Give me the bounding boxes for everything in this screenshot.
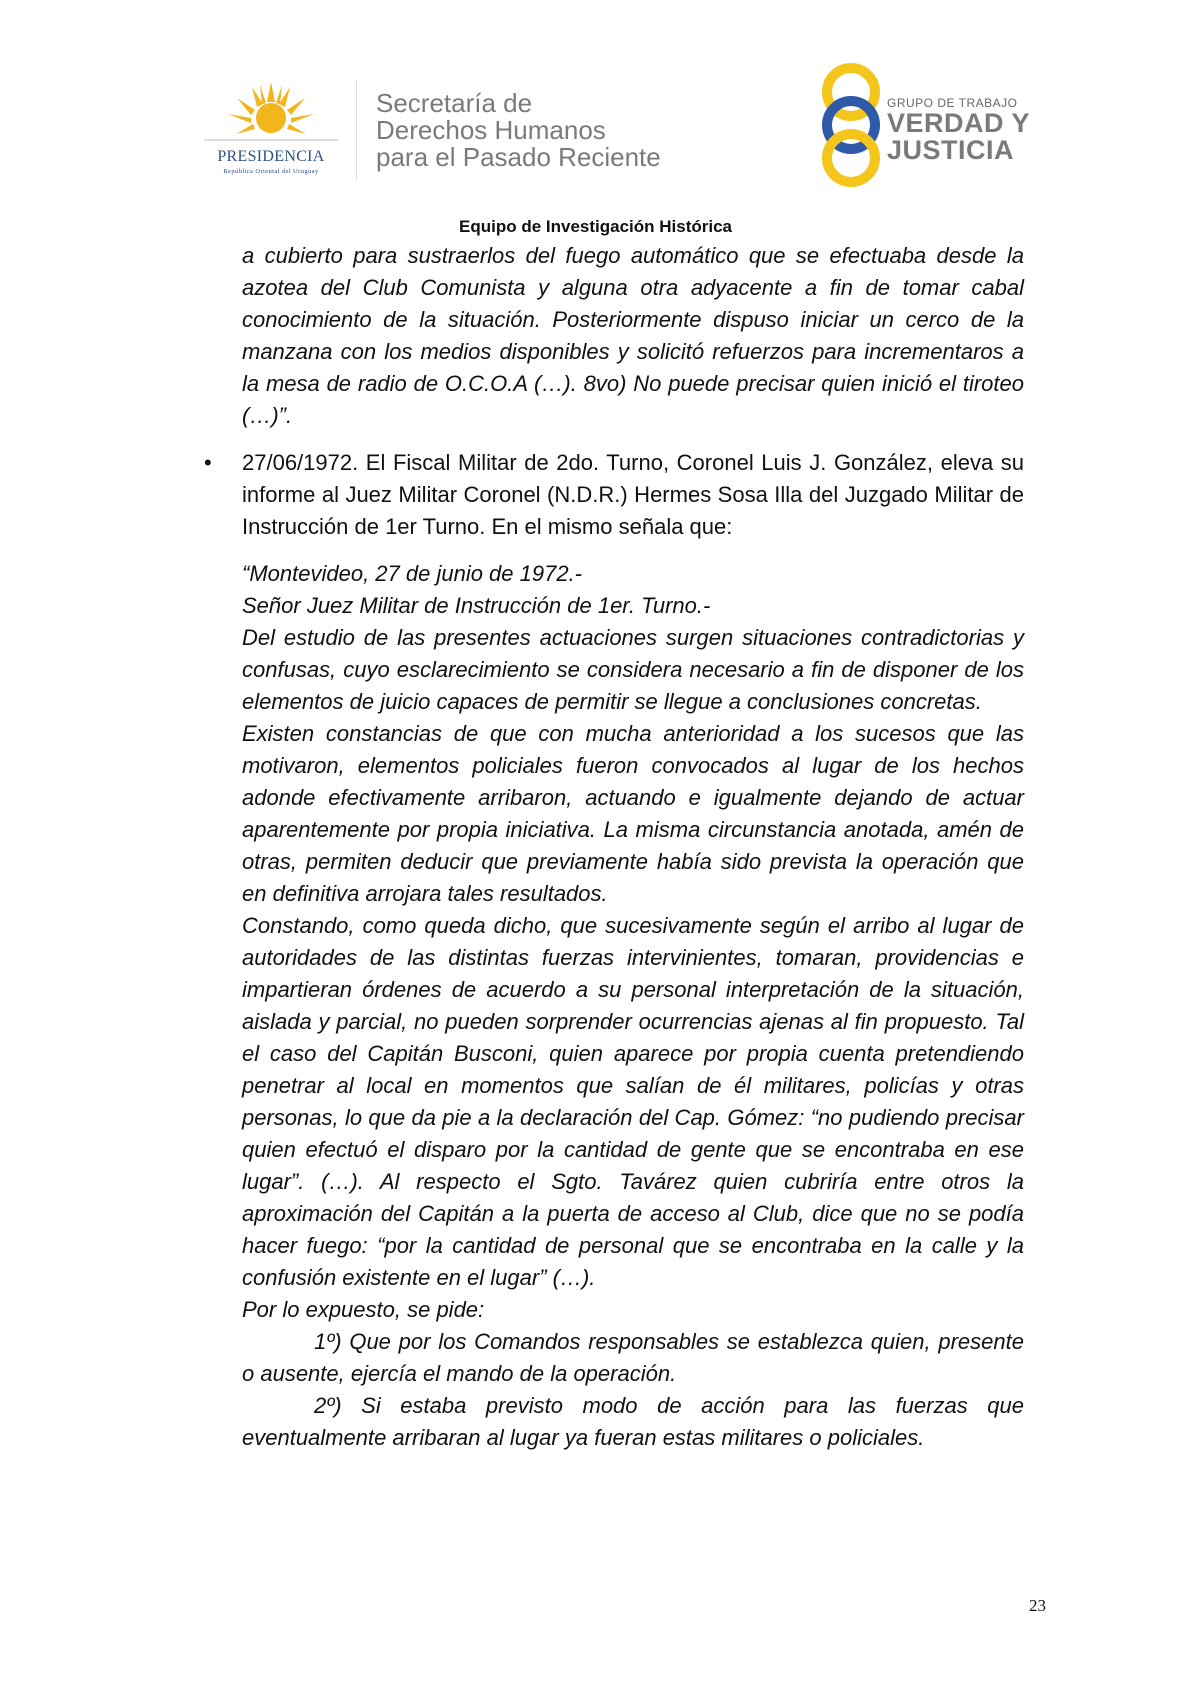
bullet-icon: • [204, 450, 212, 475]
document-body [204, 240, 1024, 1454]
page-header [0, 0, 1191, 250]
header-divider [356, 80, 357, 180]
bullet-item [204, 447, 1024, 543]
quote-request-item-1: 1º) Que por los Comandos responsables se establezca quien, presente o ausente, ejercía el mando de la operación. [242, 1329, 1024, 1386]
presidencia-wordmark: PRESIDENCIA [217, 148, 325, 165]
gtvj-line-1: VERDAD Y [887, 108, 1031, 138]
gtvj-line-2: JUSTICIA [887, 135, 1015, 165]
bullet-paragraph: 27/06/1972. El Fiscal Militar de 2do. Turno, Coronel Luis J. González, eleva su informe al Juez Militar Coronel (N.D.R.) Hermes Sosa Illa del Juzgado Militar de Instrucción de 1er Turno. En el mismo señala que: [242, 450, 1024, 539]
intro-paragraph: a cubierto para sustraerlos del fuego automático que se efectuaba desde la azotea del Club Comunista y alguna otra adyacente a fin de tomar cabal conocimiento de la situación. Posteriormente dispuso iniciar un cerco de la manzana con los medios disponibles y solicitó refuerzos para incrementaros a la mesa de radio de O.C.O.A (…). 8vo) No puede precisar quien inició el tiroteo (…)”. [242, 243, 1024, 428]
sun-emblem-icon [196, 80, 346, 150]
verdad-justicia-wordmark [887, 96, 1030, 164]
gtvj-small-label: GRUPO DE TRABAJO [887, 96, 1018, 110]
quote-addressee: Señor Juez Militar de Instrucción de 1er. Turno.- [242, 593, 711, 618]
secretaria-line-2: Derechos Humanos [376, 115, 606, 145]
quote-request-item-2: 2º) Si estaba previsto modo de acción para las fuerzas que eventualmente arribaran al lugar ya fueran estas militares o policiales. [242, 1393, 1024, 1450]
quote-date: “Montevideo, 27 de junio de 1972.- [242, 561, 583, 586]
presidencia-subtitle: República Oriental del Uruguay [223, 168, 319, 175]
quote-paragraph-4: Por lo expuesto, se pide: [242, 1297, 485, 1322]
page-number: 23 [1029, 1596, 1046, 1615]
quote-paragraph-3: Constando, como queda dicho, que sucesivamente según el arribo al lugar de autoridades de las distintas fuerzas intervinientes, tomaran, providencias e impartieran órdenes de acuerdo a su personal interpretación de la situación, aislada y parcial, no pueden sorprender ocurrencias ajenas al fin propuesto. Tal el caso del Capitán Busconi, quien aparece por propia cuenta pretendiendo penetrar al local en momentos que salían de él militares, policías y otras personas, lo que da pie a la declaración del Cap. Gómez: “no pudiendo precisar quien efectuó el disparo por la cantidad de gente que se encontraba en ese lugar”. (…). Al respecto el Sgto. Tavárez quien cubriría entre otros la aproximación del Capitán a la puerta de acceso al Club, dice que no se podía hacer fuego: “por la cantidad de personal que se encontraba en la calle y la confusión existente en el lugar” (…). [242, 913, 1024, 1290]
secretaria-line-1: Secretaría de [376, 88, 533, 118]
verdad-justicia-rings-icon [815, 62, 887, 188]
quote-paragraph-2: Existen constancias de que con mucha anterioridad a los sucesos que las motivaron, elementos policiales fueron convocados al lugar de los hechos adonde efectivamente arribaron, actuando e igualmente dejando de actuar aparentemente por propia iniciativa. La misma circunstancia anotada, amén de otras, permiten deducir que previamente había sido prevista la operación que en definitiva arrojara tales resultados. [242, 721, 1024, 906]
quote-paragraph-1: Del estudio de las presentes actuaciones surgen situaciones contradictorias y confusas, cuyo esclarecimiento se considera necesario a fin de disponer de los elementos de juicio capaces de permitir se llegue a conclusiones concretas. [242, 625, 1024, 714]
presidencia-logo [196, 80, 346, 180]
secretaria-line-3: para el Pasado Reciente [376, 142, 661, 172]
secretaria-logo-text [376, 90, 661, 171]
team-title: Equipo de Investigación Histórica [459, 217, 732, 236]
